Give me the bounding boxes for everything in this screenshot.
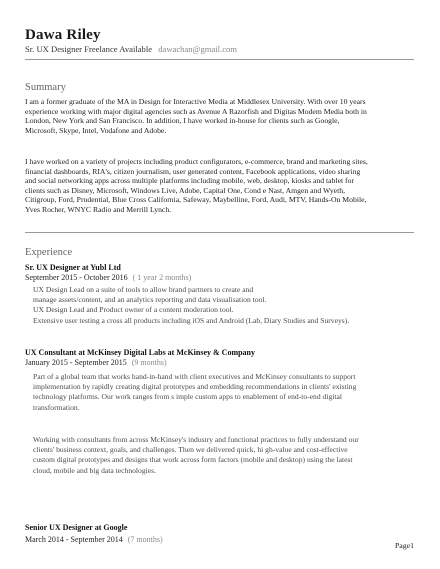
headline xyxy=(25,44,237,54)
duration: (7 months) xyxy=(127,535,163,544)
email-address: dawachan@gmail.com xyxy=(158,44,237,54)
job-dates xyxy=(25,358,167,367)
job-heading: UX Consultant at McKinsey Digital Labs at McKinsey & Company xyxy=(25,348,256,357)
job-description-continued: Working with consultants from across McKinsey's industry and functional practices to fully understand our clients' business context, goals, and challenges. Then we delivered quick, hi gh-value and cost-effective custom digital prototypes and designs that work across form factors (mobile and desktop) using the latest cloud, mobile and big data technologies. xyxy=(33,435,359,475)
date-range: January 2015 - September 2015 xyxy=(25,358,127,367)
job-heading: Sr. UX Designer at Yubl Ltd xyxy=(25,263,121,272)
summary-paragraph-1: I am a former graduate of the MA in Design for Interactive Media at Middlesex University. With over 10 years experience working with major digital agencies such as Avenue A Razorfish and Digitas Modem Media both in London, New York and San Francisco. In addition, I have worked in-house for clients such as Google, Microsoft, Skype, Intel, Vodafone and Adobe. xyxy=(25,97,367,135)
duration: (9 months) xyxy=(131,358,167,367)
section-divider xyxy=(25,232,414,233)
header-divider xyxy=(25,59,414,60)
job-heading: Senior UX Designer at Google xyxy=(25,523,128,532)
summary-paragraph-2: I have worked on a variety of projects including product configurators, e-commerce, brand and marketing sites, financial dashboards, RIA's, citizen journalism, user generated content, Facebook applications, video sharing and social networking apps across multiple platforms including mobile, web, desktop, kiosks and tablet for clients such as Disney, Microsoft, Windows Live, Adobe, Capital One, Cond e Nast, Amgen and Wyeth, Citigroup, Ford, Prudential, Blue Cross California, Safeway, Maybelline, Ford, Audi, MTV, Hands-On Mobile, Yves Rocher, WNYC Radio and Merrill Lynch. xyxy=(25,157,368,214)
job-dates xyxy=(25,273,191,282)
date-range: March 2014 - September 2014 xyxy=(25,535,123,544)
job-description: UX Design Lead on a suite of tools to allow brand partners to create and manage assets/content, and an analytics reporting and data visualisation tool. UX Design Lead and Product owner of a content moderation tool. Extensive user testing a cross all products including iOS and Android (Lab, Diary Studies and Surveys). xyxy=(33,285,350,325)
job-dates xyxy=(25,535,163,544)
job-title: Sr. UX Designer Freelance Available xyxy=(25,44,153,54)
date-range: September 2015 - October 2016 xyxy=(25,273,128,282)
duration: ( 1 year 2 months) xyxy=(132,273,192,282)
job-description: Part of a global team that works hand-in-hand with client executives and McKinsey consultants to support implementation by rapidly creating digital prototypes and embedding recommendations in clients' existing technology platforms. Our work ranges from s imple custom apps to enablement of end-to-end digital transformation. xyxy=(33,372,357,412)
candidate-name: Dawa Riley xyxy=(25,27,101,43)
experience-heading: Experience xyxy=(25,247,73,258)
summary-heading: Summary xyxy=(25,82,66,93)
page-number: Page1 xyxy=(394,541,414,550)
